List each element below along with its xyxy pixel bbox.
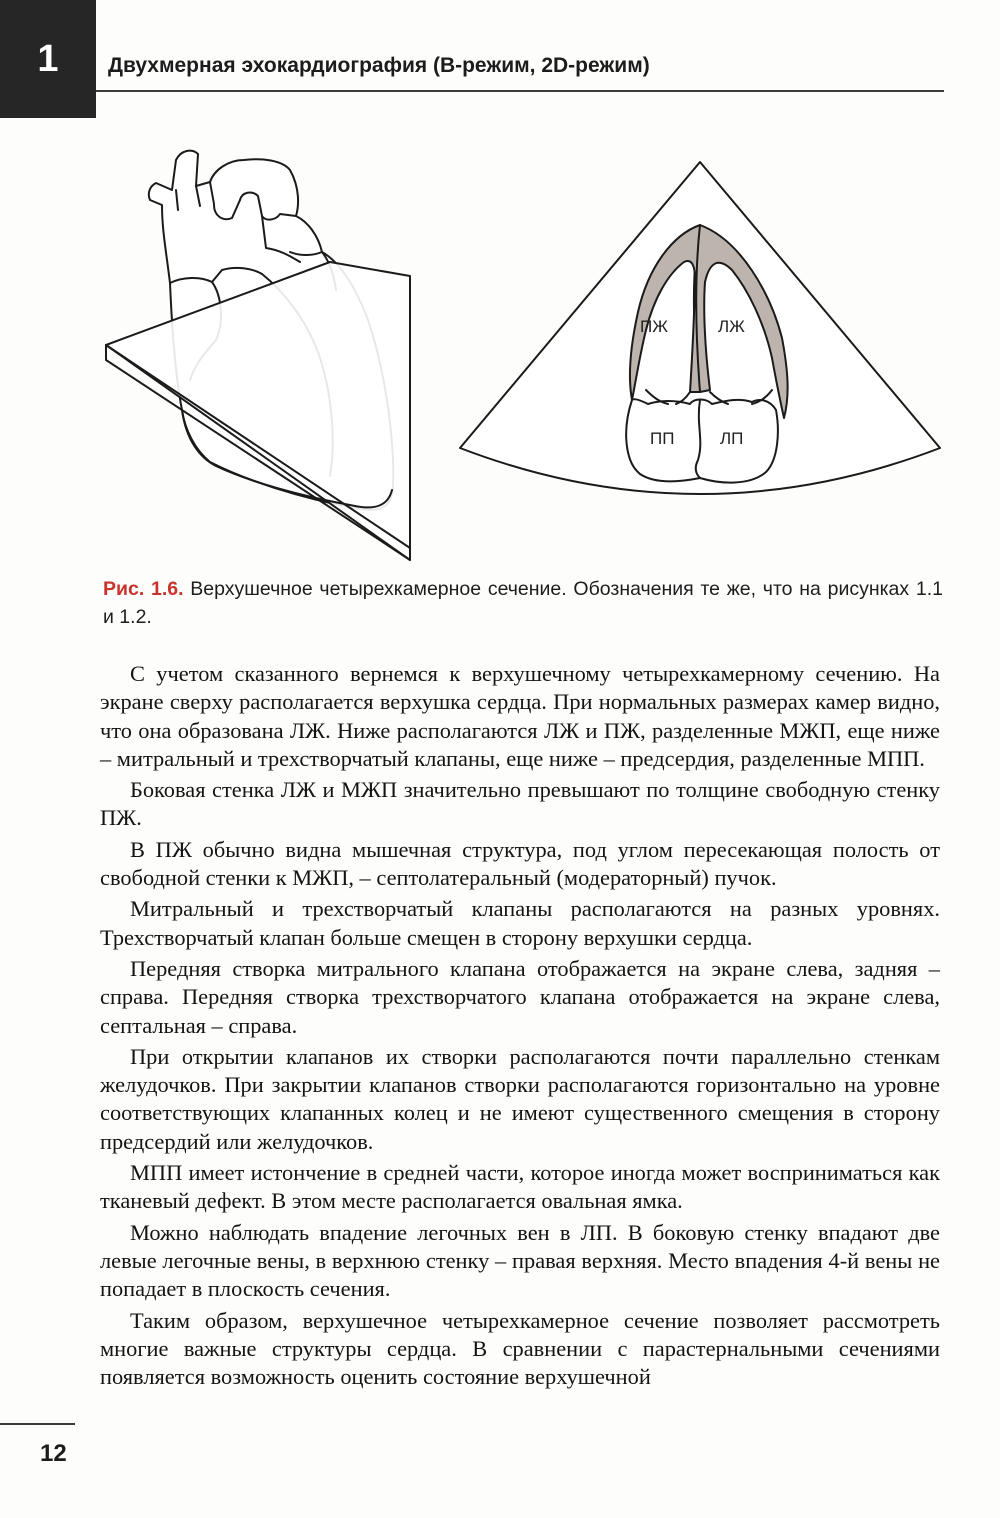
page-number: 12 [40, 1440, 67, 1467]
paragraph: Митральный и трехстворчатый клапаны располагаются на разных уровнях. Трехстворчатый клапан больше смещен в сторону верхушки сердца. [100, 896, 940, 950]
chapter-number-box [0, 0, 96, 118]
echo-four-chamber-drawing [460, 162, 940, 494]
heart-with-section-plane-drawing [106, 151, 410, 560]
figure-1-6 [0, 130, 1000, 570]
figure-caption [103, 575, 943, 631]
body-text [100, 660, 940, 1394]
paragraph: Можно наблюдать впадение легочных вен в ЛП. В боковую стенку впадают две левые легочные вены, в верхнюю стенку – правая верхняя. Место впадения 4-й вены не попадает в плоскость сечения. [100, 1219, 940, 1302]
label-ra: ПП [650, 429, 675, 448]
paragraph: Таким образом, верхушечное четырехкамерное сечение позволяет рассмотреть многие важные структуры сердца. В сравнении с парастернальными сечениями появляется возможность оценить состояние верхушечной [100, 1307, 940, 1390]
chapter-number: 1 [37, 37, 59, 80]
paragraph: МПП имеет истончение в средней части, которое иногда может восприниматься как тканевый дефект. В этом месте располагается овальная ямка. [100, 1160, 940, 1214]
header-rule [96, 90, 944, 92]
figure-illustration [0, 130, 1000, 570]
label-la: ЛП [720, 429, 744, 448]
label-rv: ПЖ [640, 317, 668, 336]
paragraph: Передняя створка митрального клапана отображается на экране слева, задняя – справа. Передняя створка трехстворчатого клапана отображается на экране слева, септальная – справа. [100, 955, 940, 1038]
paragraph: С учетом сказанного вернемся к верхушечному четырехкамерному сечению. На экране сверху располагается верхушка сердца. При нормальных размерах камер видно, что она образована ЛЖ. Ниже располагаются ЛЖ и ПЖ, разделенные МЖП, еще ниже – митральный и трехстворчатый клапаны, еще ниже – предсердия, разделенные МПП. [100, 661, 940, 771]
running-header-title: Двухмерная эхокардиография (В-режим, 2D-режим) [108, 54, 650, 77]
paragraph: В ПЖ обычно видна мышечная структура, под углом пересекающая полость от свободной стенки к МЖП, – септолатеральный (модераторный) пучок. [100, 836, 940, 891]
label-lv: ЛЖ [718, 317, 745, 336]
paragraph: Боковая стенка ЛЖ и МЖП значительно превышают по толщине свободную стенку ПЖ. [100, 777, 940, 831]
figure-caption-label: Рис. 1.6. [103, 578, 184, 600]
paragraph: При открытии клапанов их створки располагаются почти параллельно стенкам желудочков. При закрытии клапанов створки располагаются горизонтально на уровне соответствующих клапанных колец и не имеют существенного смещения в сторону предсердий или желудочков. [100, 1043, 940, 1154]
footer-rule [0, 1423, 75, 1425]
figure-caption-text: Верхушечное четырехкамерное сечение. Обозначения те же, что на рисунках 1.1 и 1.2. [103, 578, 943, 628]
